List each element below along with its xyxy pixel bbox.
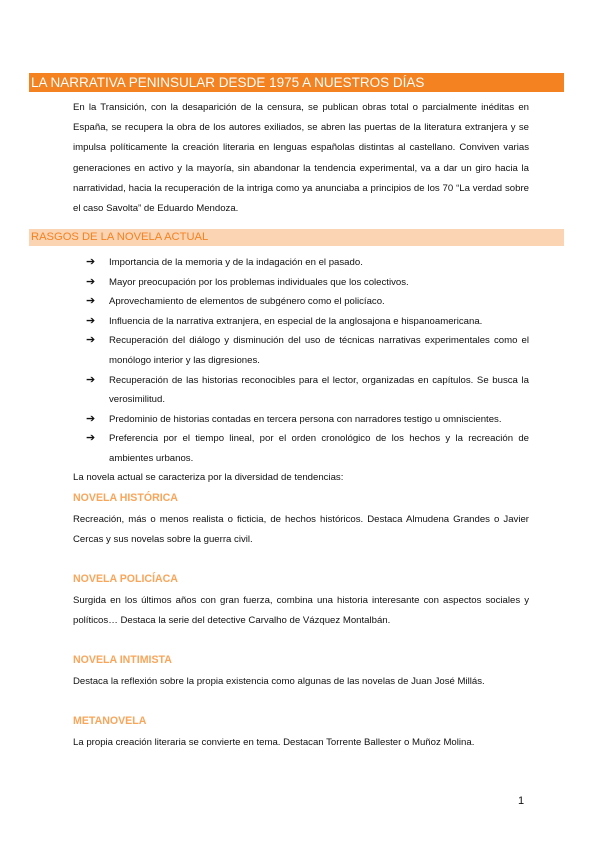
subsection-text: Recreación, más o menos realista o ficticia, de hechos históricos. Destaca Almudena Grandes o Javier Cercas y sus novelas sobre la guerra civil. xyxy=(73,514,529,546)
feature-text: Recuperación del diálogo y disminución del uso de técnicas narrativas experimentales como el monólogo interior y las digresiones. xyxy=(109,335,529,366)
feature-text: Mayor preocupación por los problemas individuales que los colectivos. xyxy=(109,276,409,288)
subsection-text: Surgida en los últimos años con gran fuerza, combina una historia interesante con aspectos sociales y políticos… Destaca la serie del detective Carvalho de Vázquez Montalbán. xyxy=(73,595,529,627)
intro-paragraph: En la Transición, con la desaparición de la censura, se publican obras total o parcialmente inéditas en España, se recupera la obra de los autores exiliados, se abren las puertas de la literatura extranjera y se impulsa políticamente la creación literaria en lenguas españolas distintas al castellano. Conviven varias generaciones en activo y la mayoría, sin abandonar la tendencia experimental, va a dar un giro hacia la narratividad, hacia la recuperación de la intriga como ya anunciaba a principios de los 70 “La verdad sobre el caso Savolta” de Eduardo Mendoza. xyxy=(73,102,529,215)
arrow-right-icon: ➔ xyxy=(86,295,96,308)
page-number: 1 xyxy=(518,795,525,807)
feature-list xyxy=(86,253,529,469)
list-item xyxy=(86,410,529,430)
list-item xyxy=(86,429,529,468)
list-item xyxy=(86,371,529,410)
tendencies-intro: La novela actual se caracteriza por la diversidad de tendencias: xyxy=(73,472,344,483)
subsection-text: La propia creación literaria se convierte en tema. Destacan Torrente Ballester o Muñoz Molina. xyxy=(73,737,475,748)
arrow-right-icon: ➔ xyxy=(86,432,96,445)
list-item xyxy=(86,273,529,293)
feature-text: Importancia de la memoria y de la indagación en el pasado. xyxy=(109,257,363,268)
subsection-heading: NOVELA HISTÓRICA xyxy=(73,492,178,504)
arrow-right-icon: ➔ xyxy=(86,373,96,386)
section-title: RASGOS DE LA NOVELA ACTUAL xyxy=(29,229,564,246)
arrow-right-icon: ➔ xyxy=(86,314,96,327)
arrow-right-icon: ➔ xyxy=(86,256,96,268)
subsection-heading: METANOVELA xyxy=(73,715,147,727)
arrow-right-icon: ➔ xyxy=(86,412,96,425)
subsection-text: Destaca la reflexión sobre la propia existencia como algunas de las novelas de Juan José Millás. xyxy=(73,676,485,687)
list-item xyxy=(86,253,529,273)
list-item xyxy=(86,312,529,332)
arrow-right-icon: ➔ xyxy=(86,334,96,347)
feature-text: Influencia de la narrativa extranjera, en especial de la anglosajona e hispanoamericana. xyxy=(109,315,483,327)
feature-text: Preferencia por el tiempo lineal, por el orden cronológico de los hechos y la recreación de ambientes urbanos. xyxy=(109,433,529,464)
feature-text: Recuperación de las historias reconocibles para el lector, organizadas en capítulos. Se busca la verosimilitud. xyxy=(109,374,529,406)
subsection-heading: NOVELA POLICÍACA xyxy=(73,573,178,585)
list-item xyxy=(86,292,529,312)
list-item xyxy=(86,331,529,370)
document-title: LA NARRATIVA PENINSULAR DESDE 1975 A NUESTROS DÍAS xyxy=(29,73,564,92)
feature-text: Predominio de historias contadas en tercera persona con narradores testigo u omniscientes. xyxy=(109,413,502,425)
arrow-right-icon: ➔ xyxy=(86,275,96,288)
feature-text: Aprovechamiento de elementos de subgénero como el policíaco. xyxy=(109,296,385,308)
subsection-heading: NOVELA INTIMISTA xyxy=(73,654,172,666)
